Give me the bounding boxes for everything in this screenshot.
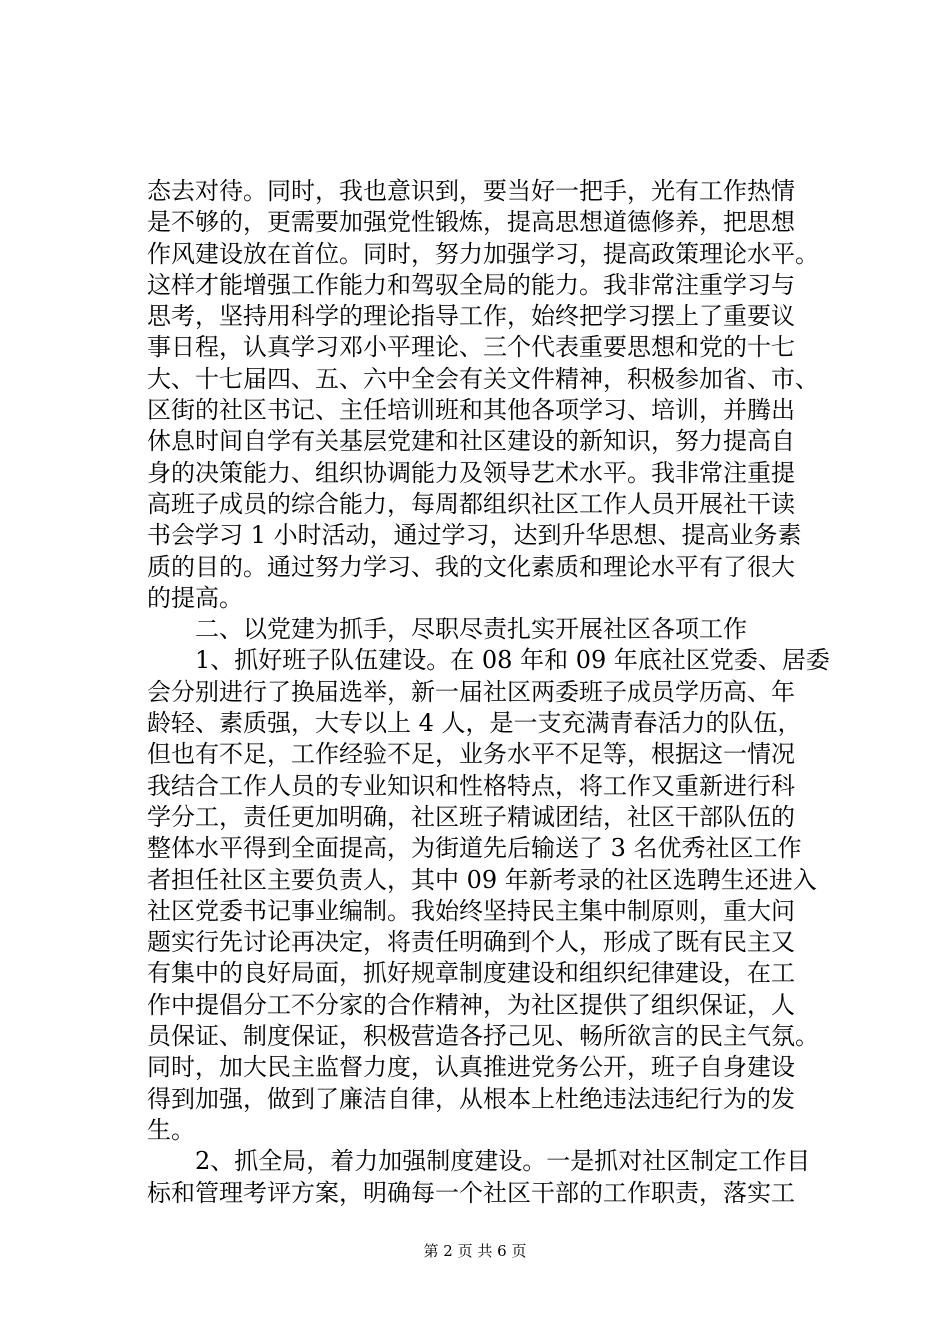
text-line: 整体水平得到全面提高，为街道先后输送了 3 名优秀社区工作: [147, 834, 802, 863]
text-line: 作风建设放在首位。同时，努力加强学习，提高政策理论水平。: [147, 239, 819, 268]
text-line: 的提高。: [147, 583, 243, 612]
text-line: 生。: [147, 1115, 195, 1144]
text-line: 书会学习 1 小时活动，通过学习，达到升华思想、提高业务素: [147, 521, 802, 550]
text-line: 事日程，认真学习邓小平理论、三个代表重要思想和党的十七: [147, 333, 795, 362]
text-line: 但也有不足，工作经验不足，业务水平不足等，根据这一情况: [147, 740, 795, 769]
text-line: 态去对待。同时，我也意识到，要当好一把手，光有工作热情: [147, 177, 795, 205]
page-number-footer: 第 2 页 共 6 页: [423, 1242, 527, 1260]
text-line: 质的目的。通过努力学习、我的文化素质和理论水平有了很大: [147, 552, 795, 581]
text-line: 得到加强，做到了廉洁自律，从根本上杜绝违法违纪行为的发: [147, 1084, 795, 1113]
text-line: 1、抓好班子队伍建设。在 08 年和 09 年底社区党委、居委: [147, 646, 830, 675]
text-line: 有集中的良好局面，抓好规章制度建设和组织纪律建设，在工: [147, 959, 795, 988]
text-line: 题实行先讨论再决定，将责任明确到个人，形成了既有民主又: [147, 928, 795, 957]
text-line: 学分工，责任更加明确，社区班子精诚团结，社区干部队伍的: [147, 802, 795, 831]
text-line: 2、抓全局，着力加强制度建设。一是抓对社区制定工作目: [147, 1147, 811, 1176]
text-line: 大、十七届四、五、六中全会有关文件精神，积极参加省、市、: [147, 364, 819, 393]
text-line: 休息时间自学有关基层党建和社区建设的新知识，努力提高自: [147, 427, 795, 456]
text-line: 是不够的，更需要加强党性锻炼，提高思想道德修养，把思想: [147, 208, 795, 237]
text-line: 社区党委书记事业编制。我始终坚持民主集中制原则，重大问: [147, 896, 795, 925]
text-line: 员保证、制度保证，积极营造各抒己见、畅所欲言的民主气氛。: [147, 1022, 819, 1051]
text-line: 身的决策能力、组织协调能力及领导艺术水平。我非常注重提: [147, 458, 795, 487]
text-line: 者担任社区主要负责人，其中 09 年新考录的社区选聘生还进入: [147, 865, 817, 894]
text-line: 思考，坚持用科学的理论指导工作，始终把学习摆上了重要议: [147, 302, 795, 331]
text-line: 龄轻、素质强，大专以上 4 人，是一支充满青春活力的队伍，: [147, 709, 802, 738]
text-line: 作中提倡分工不分家的合作精神，为社区提供了组织保证，人: [147, 990, 795, 1019]
section-heading: 二、以党建为抓手，尽职尽责扎实开展社区各项工作: [147, 615, 747, 644]
text-line: 标和管理考评方案，明确每一个社区干部的工作职责，落实工: [147, 1178, 795, 1207]
text-line: 我结合工作人员的专业知识和性格特点，将工作又重新进行科: [147, 771, 795, 800]
text-line: 这样才能增强工作能力和驾驭全局的能力。我非常注重学习与: [147, 270, 795, 299]
text-line: 同时，加大民主监督力度，认真推进党务公开，班子自身建设: [147, 1053, 795, 1082]
text-line: 区街的社区书记、主任培训班和其他各项学习、培训，并腾出: [147, 396, 795, 425]
document-body: [147, 176, 830, 1209]
text-line: 高班子成员的综合能力，每周都组织社区工作人员开展社干读: [147, 489, 795, 518]
text-line: 会分别进行了换届选举，新一届社区两委班子成员学历高、年: [147, 677, 795, 706]
